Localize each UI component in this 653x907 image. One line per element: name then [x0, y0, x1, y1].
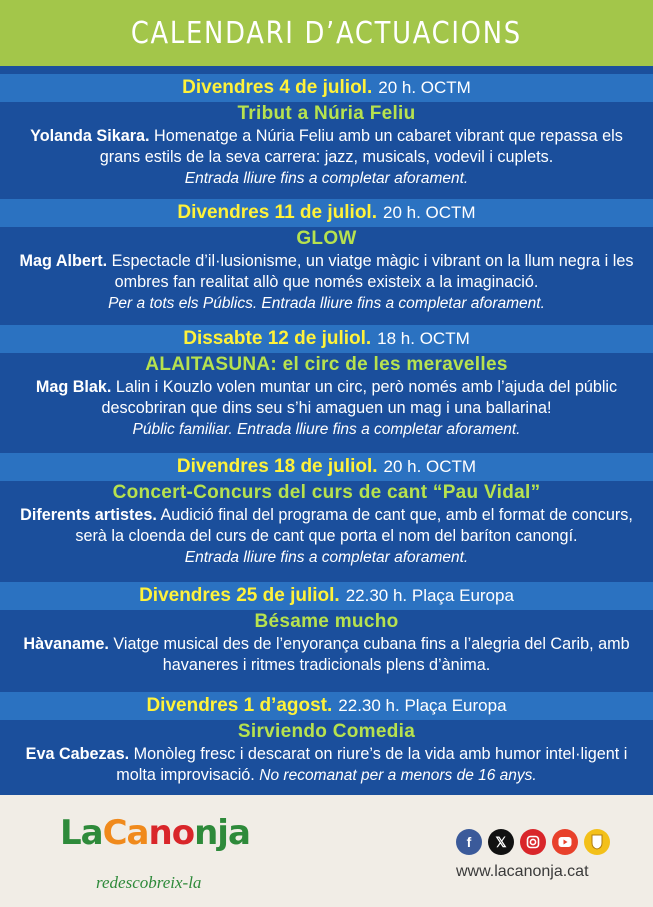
youtube-icon[interactable]: [552, 829, 578, 855]
event-description-block: [0, 505, 653, 568]
event-date-band: [0, 325, 653, 353]
footer: [0, 795, 653, 907]
event-time-place: 22.30 h. Plaça Europa: [345, 586, 514, 605]
event-description-block: [0, 634, 653, 676]
event-3: [0, 325, 653, 440]
events-list: [0, 66, 653, 795]
event-date: Divendres 25 de juliol.: [139, 585, 340, 606]
event-5: [0, 582, 653, 676]
event-time-place: 22.30 h. Plaça Europa: [338, 696, 507, 715]
event-description: Lalin i Kouzlo volen muntar un circ, però només amb l’ajuda del públic descobriran que dins seu s’hi amaguen un mag i una ballarina!: [101, 378, 618, 417]
event-date: Dissabte 12 de juliol.: [183, 328, 372, 349]
header: [0, 0, 653, 66]
event-performer: Mag Albert.: [19, 252, 108, 270]
facebook-icon[interactable]: f: [456, 829, 482, 855]
event-time-place: 20 h. OCTM: [383, 457, 477, 476]
event-description: Monòleg fresc i descarat on riure’s de la vida amb humor intel·ligent i molta improvisació.: [116, 745, 628, 784]
event-description-block: [0, 251, 653, 314]
event-1: [0, 74, 653, 189]
event-date-band: [0, 582, 653, 610]
instagram-icon[interactable]: [520, 829, 546, 855]
event-2: [0, 199, 653, 314]
event-description: Audició final del programa de cant que, amb el format de concurs, serà la cloenda del curs de cant que porta el nom del baríton canongí.: [75, 506, 633, 545]
event-4: [0, 453, 653, 568]
event-note: Entrada lliure fins a completar aforament.: [184, 170, 469, 187]
event-time-place: 20 h. OCTM: [378, 78, 471, 97]
event-date-band: [0, 74, 653, 102]
event-description: Espectacle d’il·lusionisme, un viatge màgic i vibrant on la llum negra i les ombres fan realitat allò que només existeix a la imaginació.: [107, 252, 634, 291]
event-performer: Hàvaname.: [23, 635, 109, 653]
x-icon[interactable]: 𝕏: [488, 829, 514, 855]
event-description: Viatge musical des de l’enyorança cubana fins a l’alegria del Carib, amb havaneres i ritmes tradicionals plens d’ànima.: [108, 635, 630, 674]
event-description-block: [0, 126, 653, 189]
event-date: Divendres 4 de juliol.: [182, 77, 373, 98]
event-date: Divendres 11 de juliol.: [177, 202, 377, 223]
event-date: Divendres 1 d’agost.: [146, 695, 333, 716]
event-date-band: [0, 453, 653, 481]
event-title: ALAITASUNA: el circ de les meravelles: [145, 354, 508, 375]
event-description-block: [0, 377, 653, 440]
event-performer: Mag Blak.: [35, 378, 112, 396]
event-6: [0, 692, 653, 786]
social-icons: [456, 829, 610, 855]
event-performer: Eva Cabezas.: [25, 745, 130, 763]
event-title: GLOW: [296, 228, 357, 249]
event-date-band: [0, 692, 653, 720]
event-performer: Diferents artistes.: [20, 506, 157, 524]
event-time-place: 20 h. OCTM: [382, 203, 476, 222]
event-title: Bésame mucho: [254, 611, 399, 632]
event-performer: Yolanda Sikara.: [30, 127, 150, 145]
event-description-block: [0, 744, 653, 786]
tagline: redescobreix-la: [96, 873, 202, 892]
event-note: No recomanat per a menors de 16 anys.: [259, 767, 537, 784]
event-note: Entrada lliure fins a completar aforament.: [184, 549, 469, 566]
website-link[interactable]: www.lacanonja.cat: [456, 863, 589, 880]
page-title: CALENDARI D’ACTUACIONS: [130, 15, 523, 51]
event-note: Per a tots els Públics. Entrada lliure fins a completar aforament.: [108, 295, 545, 312]
event-date-band: [0, 199, 653, 227]
event-description: Homenatge a Núria Feliu amb un cabaret vibrant que repassa els grans estils de la seva carrera: jazz, musicals, vodevil i cuplets.: [99, 127, 623, 166]
lacanonja-logo[interactable]: LaCanonja: [60, 813, 250, 853]
event-date: Divendres 18 de juliol.: [176, 456, 378, 477]
event-title: Concert-Concurs del curs de cant “Pau Vidal”: [112, 482, 541, 503]
municipal-seal-icon[interactable]: [584, 829, 610, 855]
event-title: Sirviendo Comedia: [237, 721, 416, 742]
event-time-place: 18 h. OCTM: [377, 329, 470, 348]
event-note: Públic familiar. Entrada lliure fins a completar aforament.: [132, 421, 521, 438]
event-title: Tribut a Núria Feliu: [237, 103, 416, 124]
